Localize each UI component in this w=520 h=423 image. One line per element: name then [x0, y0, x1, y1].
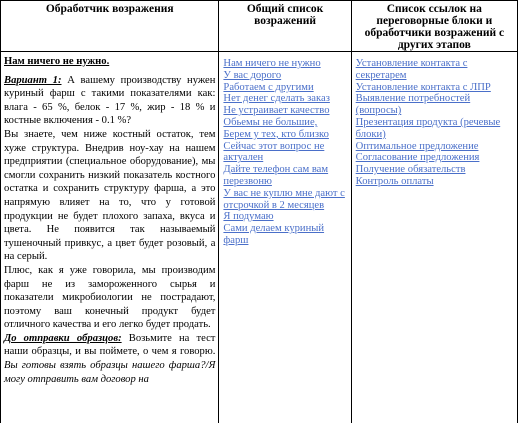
objection-link[interactable]: Я подумаю: [223, 211, 274, 223]
header-row: [1, 1, 518, 52]
objection-link[interactable]: Не устраивает качество: [223, 105, 330, 117]
samples-label: До отправки образцов:: [4, 332, 122, 344]
stage-link[interactable]: Презентация продукта (речевые блоки): [355, 116, 501, 140]
samples-paragraph: [4, 332, 215, 386]
objection-link[interactable]: Обьемы не большие,: [223, 116, 318, 128]
paragraph-2: Вы знаете, чем ниже костный остаток, тем хуже структура. Внедрив ноу-хау на нашем предприятии (специальное оборудование), мы смогли сохранить низкий показатель костного остатка и сохранить структуру фарша, а это напрямую влияет на то, что у готовой продукции не будет плохого запаха, вкуса и цвета. Не появится так называемый тушеночный привкус, а цвет будет розовый, а на серый.: [4, 128, 216, 263]
objection-link[interactable]: Сами делаем куриный фарш: [223, 223, 325, 246]
handler-text: [1, 52, 218, 386]
stage-link[interactable]: Выявление потребностей (вопросы): [355, 93, 471, 117]
header-objections: Общий список возражений: [219, 1, 351, 52]
objection-link[interactable]: У вас не куплю мне дают с отсрочкой в 2 месяцев: [223, 187, 345, 211]
objections-cell: [219, 52, 351, 423]
objection-link[interactable]: Сейчас этот вопрос не актуален: [223, 140, 325, 164]
stage-link[interactable]: Получение обязательств: [355, 164, 466, 176]
objection-link[interactable]: Берем у тех, кто близко: [223, 128, 329, 140]
handler-cell: [1, 52, 219, 423]
header-handler: Обработчик возражения: [1, 1, 219, 52]
links-list: [352, 56, 517, 188]
objections-list: [219, 56, 350, 247]
handler-title: Нам ничего не нужно.: [4, 56, 110, 67]
variant-paragraph: [4, 74, 215, 128]
objection-link[interactable]: Нет денег сделать заказ: [223, 93, 330, 105]
header-links: Список ссылок на переговорные блоки и обработчики возражений с других этапов: [351, 1, 517, 52]
objection-link[interactable]: Работаем с другими: [223, 81, 314, 93]
stage-link[interactable]: Установление контакта с ЛПР: [355, 81, 491, 93]
stage-link[interactable]: Контроль оплаты: [355, 175, 434, 187]
paragraph-3: Плюс, как я уже говорила, мы производим фарш не из замороженного сырья и показатели микробиологии не пострадают, поэтому ваш конечный продукт будет отличного качества и его легко будет продать.: [4, 264, 216, 331]
content-row: [1, 52, 518, 423]
stage-link[interactable]: Согласование предложения: [355, 152, 480, 164]
links-cell: [351, 52, 517, 423]
samples-italic: Вы готовы взять образцы нашего фарша?/Я могу отправить вам договор на: [4, 360, 216, 385]
stage-link[interactable]: Оптимальное предложение: [355, 140, 479, 152]
objection-link[interactable]: Дайте телефон сам вам перезвоню: [223, 164, 329, 187]
variant-label: Вариант 1:: [4, 74, 62, 86]
variant-text: А вашему производству нужен куриный фарш с такими показателями как: влага - 65 %, белок - 17 %, жир - 18 % и костные включения - 0.1 %?: [4, 74, 216, 127]
stage-link[interactable]: Установление контакта с секретарем: [355, 58, 468, 81]
objection-link[interactable]: У вас дорого: [223, 69, 282, 81]
objection-link[interactable]: Нам ничего не нужно: [223, 58, 321, 69]
samples-text: Возьмите на тест наши образцы, и вы поймете, о чем я говорю.: [4, 332, 216, 358]
